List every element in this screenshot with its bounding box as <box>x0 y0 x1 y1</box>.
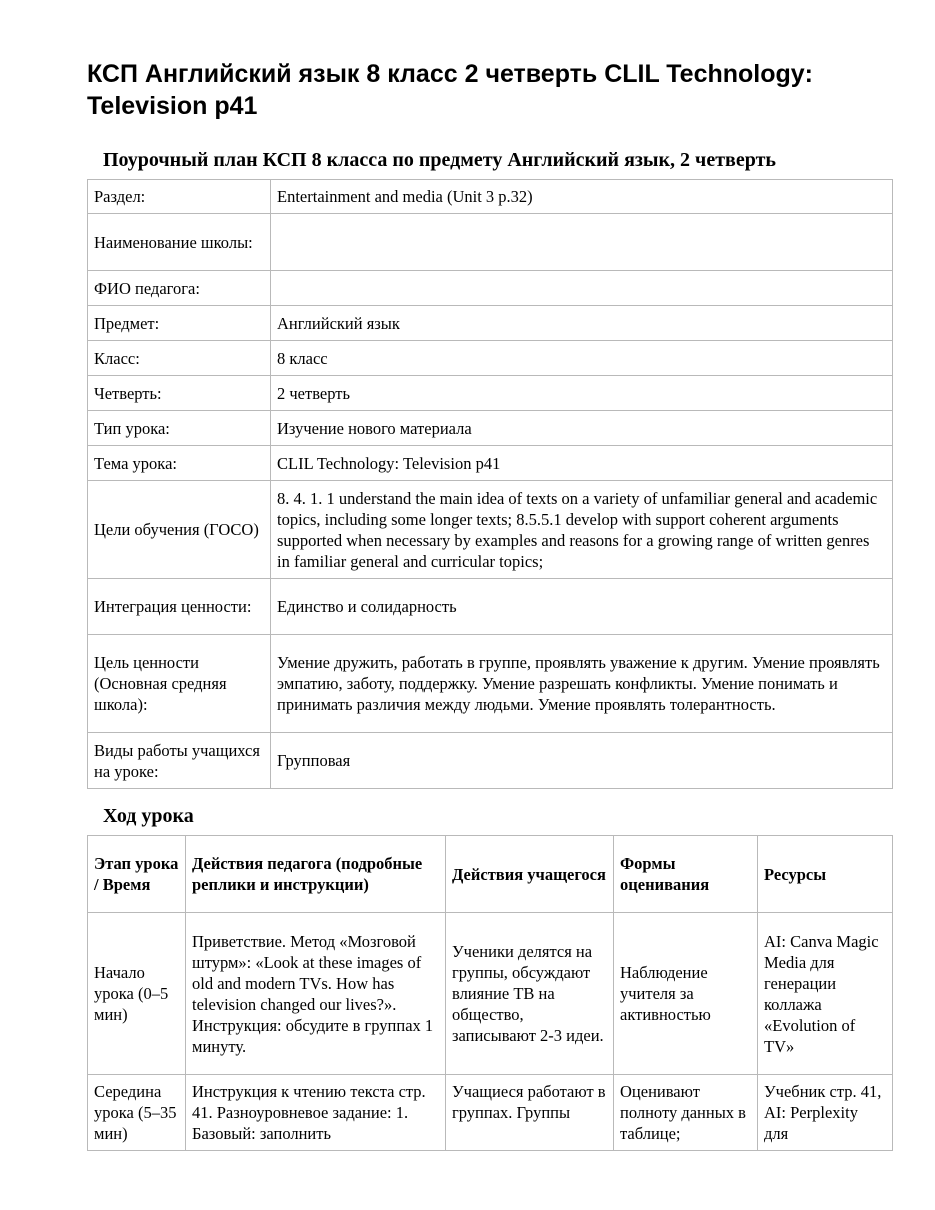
info-value: Изучение нового материала <box>271 411 893 446</box>
info-value <box>271 271 893 306</box>
assessment-cell: Оценивают полноту данных в таблице; <box>614 1075 758 1151</box>
info-label: Цель ценности (Основная средняя школа): <box>88 635 271 733</box>
teacher-actions-cell: Приветствие. Метод «Мозговой штурм»: «Look at these images of old and modern TVs. How has television changed our lives?». Инструкция: обсудите в группах 1 минуту. <box>186 913 446 1075</box>
info-label: Предмет: <box>88 306 271 341</box>
info-row-lesson-type <box>88 411 893 446</box>
plan-heading: Поурочный план КСП 8 класса по предмету Английский язык, 2 четверть <box>103 149 776 171</box>
student-actions-cell: Учащиеся работают в группах. Группы <box>446 1075 614 1151</box>
info-value: 2 четверть <box>271 376 893 411</box>
info-value: 8 класс <box>271 341 893 376</box>
info-row-value-goal <box>88 635 893 733</box>
stage-cell: Середина урока (5–35 мин) <box>88 1075 186 1151</box>
course-heading: Ход урока <box>103 805 194 827</box>
info-label: Цели обучения (ГОСО) <box>88 481 271 579</box>
info-label: Раздел: <box>88 180 271 214</box>
info-row-section <box>88 180 893 214</box>
info-label: Тема урока: <box>88 446 271 481</box>
info-row-teacher <box>88 271 893 306</box>
info-value: Единство и солидарность <box>271 579 893 635</box>
info-row-value-integration <box>88 579 893 635</box>
resources-cell: Учебник стр. 41, AI: Perplexity для <box>758 1075 893 1151</box>
teacher-actions-cell: Инструкция к чтению текста стр. 41. Разноуровневое задание: 1. Базовый: заполнить <box>186 1075 446 1151</box>
lesson-info-table <box>87 179 893 789</box>
assessment-cell: Наблюдение учителя за активностью <box>614 913 758 1075</box>
info-label: Наименование школы: <box>88 214 271 271</box>
info-label: Виды работы учащихся на уроке: <box>88 733 271 789</box>
student-actions-cell: Ученики делятся на группы, обсуждают влияние ТВ на общество, записывают 2-3 идеи. <box>446 913 614 1075</box>
info-row-school <box>88 214 893 271</box>
info-row-quarter <box>88 376 893 411</box>
course-header-row <box>88 836 893 913</box>
info-label: Интеграция ценности: <box>88 579 271 635</box>
header-student-actions: Действия учащегося <box>446 836 614 913</box>
header-teacher-actions: Действия педагога (подробные реплики и инструкции) <box>186 836 446 913</box>
header-resources: Ресурсы <box>758 836 893 913</box>
resources-cell: AI: Canva Magic Media для генерации коллажа «Evolution of TV» <box>758 913 893 1075</box>
header-stage: Этап урока / Время <box>88 836 186 913</box>
info-label: Класс: <box>88 341 271 376</box>
info-value: Английский язык <box>271 306 893 341</box>
lesson-course-table <box>87 835 893 1151</box>
info-row-work-types <box>88 733 893 789</box>
document-title: КСП Английский язык 8 класс 2 четверть CLIL Technology: Television p41 <box>87 60 814 120</box>
info-value: Entertainment and media (Unit 3 p.32) <box>271 180 893 214</box>
info-row-learning-objectives <box>88 481 893 579</box>
info-row-grade <box>88 341 893 376</box>
table-row <box>88 1075 893 1151</box>
header-assessment: Формы оценивания <box>614 836 758 913</box>
info-value: 8. 4. 1. 1 understand the main idea of texts on a variety of unfamiliar general and academic topics, including some longer texts; 8.5.5.1 develop with support coherent arguments supported when necessary by examples and reasons for a growing range of written genres in familiar general and curricular topics; <box>271 481 893 579</box>
stage-cell: Начало урока (0–5 мин) <box>88 913 186 1075</box>
table-row <box>88 913 893 1075</box>
info-row-subject <box>88 306 893 341</box>
info-value: Умение дружить, работать в группе, проявлять уважение к другим. Умение проявлять эмпатию, заботу, поддержку. Умение разрешать конфликты. Умение понимать и принимать различия между людьми. Умение проявлять толерантность. <box>271 635 893 733</box>
info-value: CLIL Technology: Television p41 <box>271 446 893 481</box>
info-value: Групповая <box>271 733 893 789</box>
info-label: Тип урока: <box>88 411 271 446</box>
info-value <box>271 214 893 271</box>
info-label: Четверть: <box>88 376 271 411</box>
info-row-lesson-topic <box>88 446 893 481</box>
info-label: ФИО педагога: <box>88 271 271 306</box>
